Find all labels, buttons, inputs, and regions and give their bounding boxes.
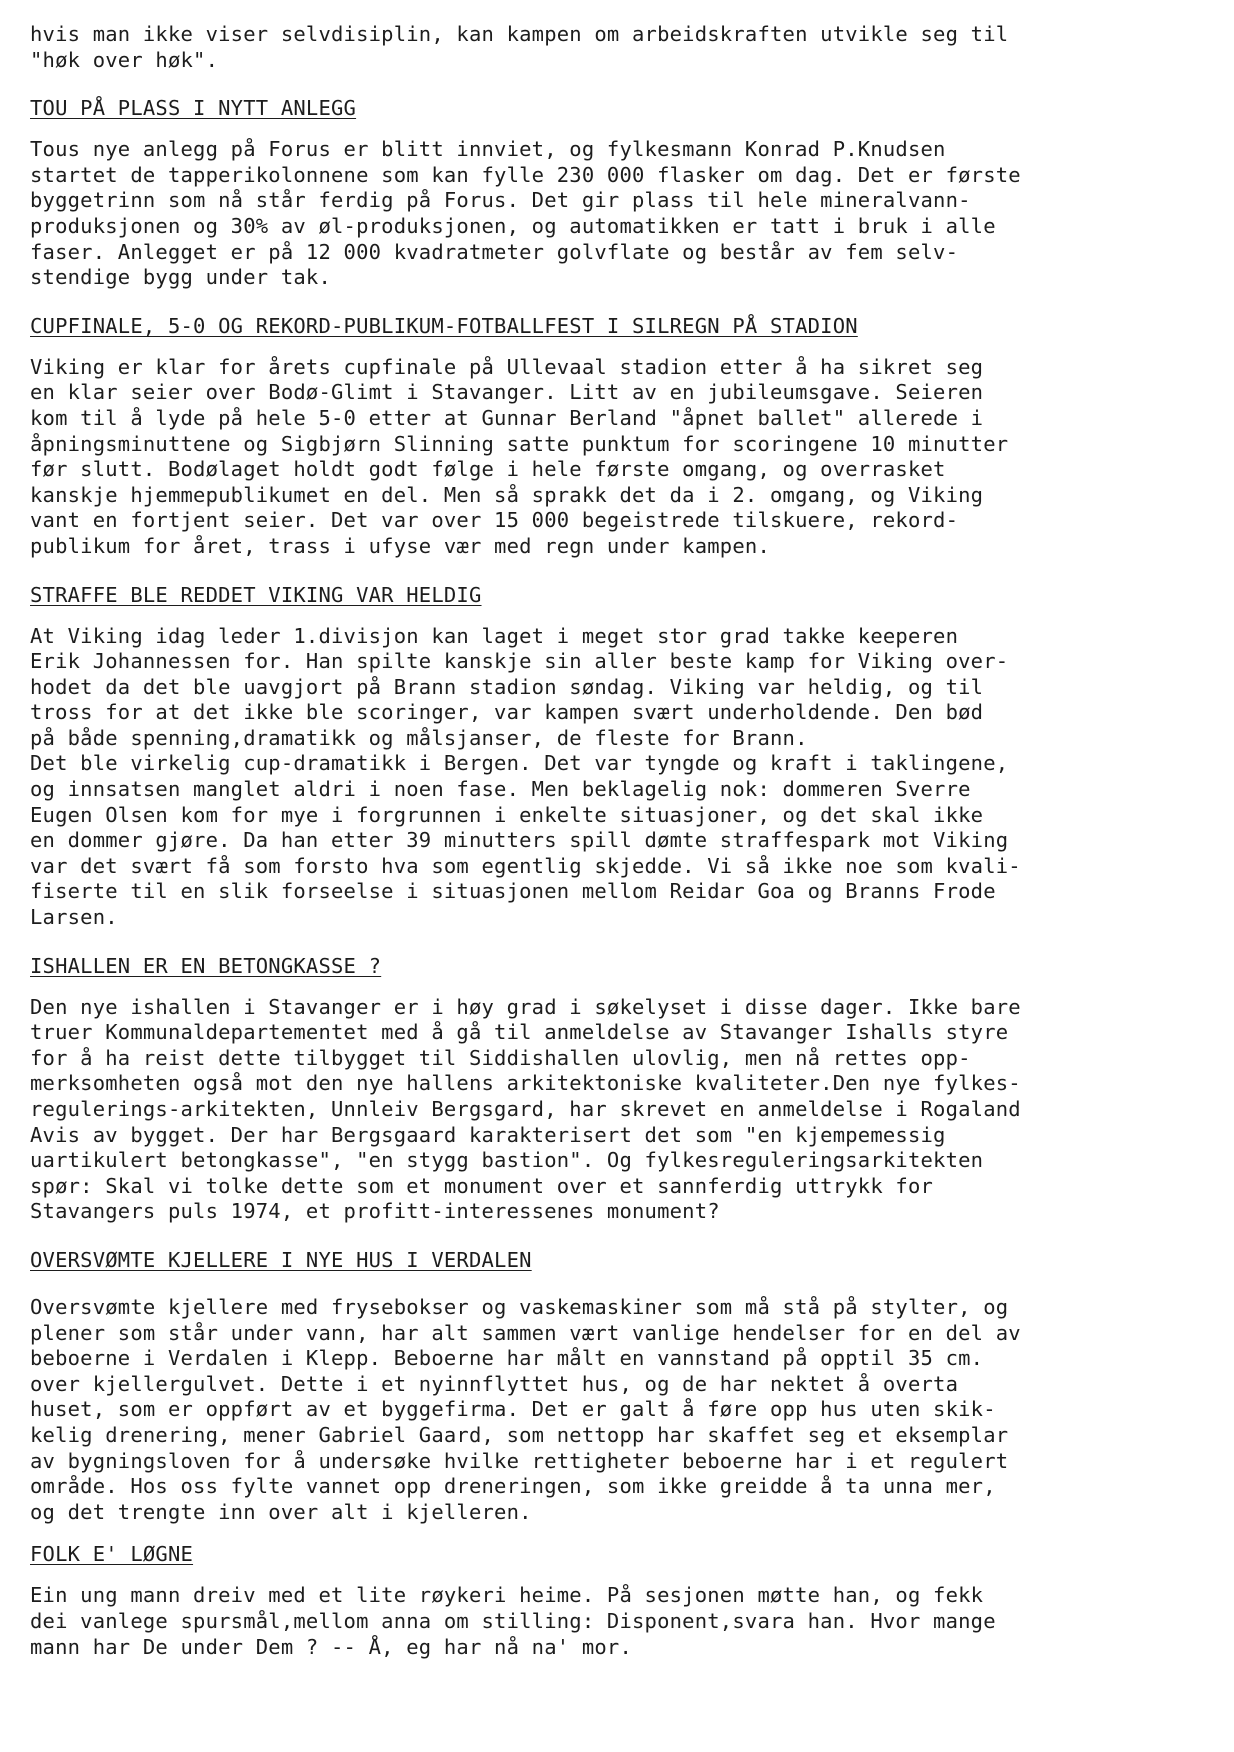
article-body: Den nye ishallen i Stavanger er i høy grad i søkelyset i disse dager. Ikke bare truer Kommunaldepartementet med å gå til anmeldelse av Stavanger Ishalls styre for å ha reist dette tilbygget til Siddishallen ulovlig, men nå rettes opp- merksomheten også mot den nye hallens arkitektoniske kvaliteter.Den nye fylkes- regulerings-arkitekten, Unnleiv Bergsgard, har skrevet en anmeldelse i Rogaland Avis av bygget. Der har Bergsgaard karakterisert det som "en kjempemessig uartikulert betongkasse", "en stygg bastion". Og fylkesreguleringsarkitekten spør: Skal vi tolke dette som et monument over et sannferdig uttrykk for Stavangers puls 1974, et profitt-interessenes monument? <box>30 994 1021 1224</box>
article-oversvomte <box>30 1247 1210 1525</box>
article-body: Tous nye anlegg på Forus er blitt innviet, og fylkesmann Konrad P.Knudsen startet de tapperikolonnene som kan fylle 230 000 flasker om dag. Det er første byggetrinn som nå står ferdig på Forus. Det gir plass til hele mineralvann- produksjonen og 30% av øl-produksjonen, og automatikken er tatt i bruk i alle faser. Anlegget er på 12 000 kvadratmeter golvflate og består av fem selv- stendige bygg under tak. <box>30 137 1021 290</box>
article-body: At Viking idag leder 1.divisjon kan laget i meget stor grad takke keeperen Erik Johannessen for. Han spilte kanskje sin aller beste kamp for Viking over- hodet da det ble uavgjort på Brann stadion søndag. Viking var heldig, og til tross for at det ikke ble scoringer, var kampen svært underholdende. Den bød på både spenning,dramatikk og målsjanser, de fleste for Brann. Det ble virkelig cup-dramatikk i Bergen. Det var tyngde og kraft i taklingene, og innsatsen manglet aldri i noen fase. Men beklagelig nok: dommeren Sverre Eugen Olsen kom for mye i forgrunnen i enkelte situasjoner, og det skal ikke en dommer gjøre. Da han etter 39 minutters spill dømte straffespark mot Viking var det svært få som forsto hva som egentlig skjedde. Vi så ikke noe som kvali- fiserte til en slik forseelse i situasjonen mellom Reidar Goa og Branns Frode Larsen. <box>30 623 1021 930</box>
document-page <box>30 22 1210 1660</box>
article-heading: OVERSVØMTE KJELLERE I NYE HUS I VERDALEN <box>30 1247 532 1272</box>
article-tou <box>30 95 1210 291</box>
article-heading: ISHALLEN ER EN BETONGKASSE ? <box>30 953 382 978</box>
article-heading: FOLK E' LØGNE <box>30 1542 194 1567</box>
article-body: Oversvømte kjellere med frysebokser og vaskemaskiner som må stå på stylter, og plener som står under vann, har alt sammen vært vanlige hendelser for en del av beboerne i Verdalen i Klepp. Beboerne har målt en vannstand på opptil 35 cm. over kjellergulvet. Dette i et nyinnflyttet hus, og de har nektet å overta huset, som er oppført av et byggefirma. Det er galt å føre opp hus uten skik- kelig drenering, mener Gabriel Gaard, som nettopp har skaffet seg et eksemplar av bygningsloven for å undersøke hvilke rettigheter beboerne har i et regulert område. Hos oss fylte vannet opp dreneringen, som ikke greidde å ta unna mer, og det trengte inn over alt i kjelleren. <box>30 1294 1021 1524</box>
article-folk <box>30 1541 1210 1660</box>
article-body: Ein ung mann dreiv med et lite røykeri heime. På sesjonen møtte han, og fekk dei vanlege spursmål,mellom anna om stilling: Disponent,svara han. Hvor mange mann har De under Dem ? -- Å, eg har nå na' mor. <box>30 1583 996 1659</box>
article-straffe <box>30 582 1210 931</box>
article-body: Viking er klar for årets cupfinale på Ullevaal stadion etter å ha sikret seg en klar seier over Bodø-Glimt i Stavanger. Litt av en jubileumsgave. Seieren kom til å lyde på hele 5-0 etter at Gunnar Berland "åpnet ballet" allerede i åpningsminuttene og Sigbjørn Slinning satte punktum for scoringene 10 minutter før slutt. Bodølaget holdt godt følge i hele første omgang, og overrasket kanskje hjemmepublikumet en del. Men så sprakk det da i 2. omgang, og Viking vant en fortjent seier. Det var over 15 000 begeistrede tilskuere, rekord- publikum for året, trass i ufyse vær med regn under kampen. <box>30 354 1009 558</box>
article-heading: CUPFINALE, 5-0 OG REKORD-PUBLIKUM-FOTBALLFEST I SILREGN PÅ STADION <box>30 313 858 338</box>
article-heading: TOU PÅ PLASS I NYTT ANLEGG <box>30 96 357 121</box>
article-cupfinale <box>30 313 1210 560</box>
article-heading: STRAFFE BLE REDDET VIKING VAR HELDIG <box>30 582 482 607</box>
intro-paragraph: hvis man ikke viser selvdisiplin, kan kampen om arbeidskraften utvikle seg til "høk over høk". <box>30 22 1009 72</box>
article-ishallen <box>30 953 1210 1225</box>
